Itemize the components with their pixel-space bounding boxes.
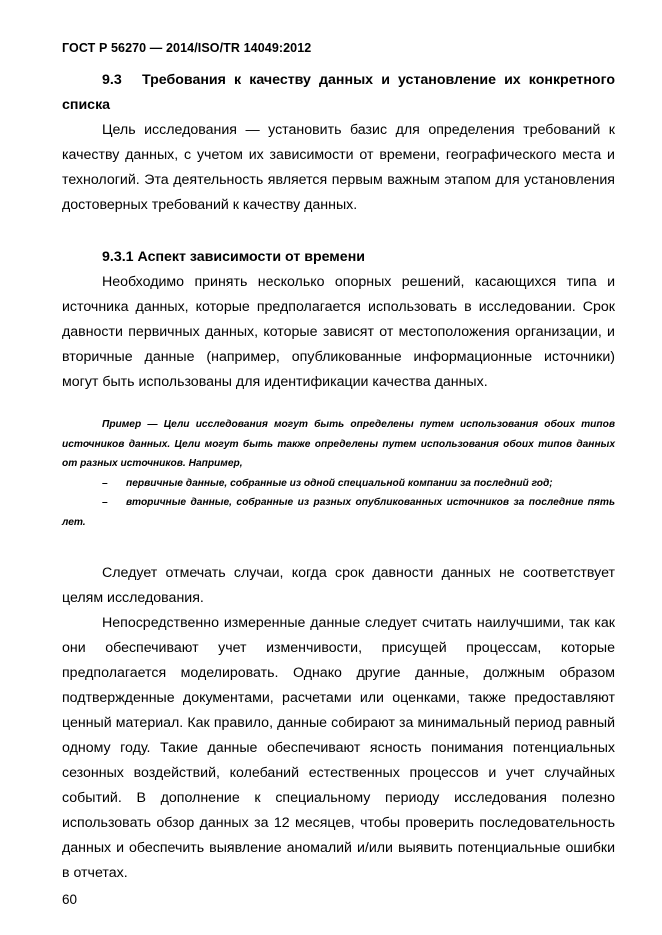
section-paragraph: Цель исследования — установить базис для определения требований к качеству данных, с учетом их зависимости от времени, географического места и технологий. Эта деятельность является первым важным этапом для установления достоверных требований к качеству данных. (62, 122, 615, 213)
subsection-title: Аспект зависимости от времени (137, 249, 365, 265)
standard-header: ГОСТ Р 56270 — 2014/ISO/TR 14049:2012 (62, 41, 312, 55)
page-number: 60 (62, 892, 78, 907)
dash-marker: – (102, 497, 108, 509)
section-heading (62, 68, 615, 118)
example-intro: Пример — Цели исследования могут быть определены путем использования обоих типов источников данных. Цели могут быть также определены путем использования обоих типов данных от разных источников. Например, (62, 419, 615, 470)
example-item-text: первичные данные, собранные из одной специальной компании за последний год; (126, 477, 553, 489)
dash-marker: – (102, 477, 108, 489)
example-block (62, 415, 615, 533)
section-number: 9.3 (102, 72, 122, 88)
example-item (62, 474, 615, 494)
body-paragraph: Непосредственно измеренные данные следует считать наилучшими, так как они обеспечивают учет изменчивости, присущей процессам, которые предполагается моделировать. Однако другие данные, должным образом подтвержденные документами, расчетами или оценками, также предоставляют ценный материал. Как правило, данные собирают за минимальный период равный одному году. Такие данные обеспечивают ясность понимания потенциальных сезонных воздействий, колебаний естественных процессов и учет случайных событий. В дополнение к специальному периоду исследования полезно использовать обзор данных за 12 месяцев, чтобы проверить последовательность данных и обеспечить выявление аномалий и/или выявить потенциальные ошибки в отчетах. (62, 614, 615, 881)
subsection-heading (62, 245, 615, 270)
body-paragraph: Следует отмечать случаи, когда срок давности данных не соответствует целям исследования. (62, 564, 615, 606)
example-item (62, 493, 615, 532)
subsection-paragraph: Необходимо принять несколько опорных решений, касающихся типа и источника данных, которые предполагается использовать в исследовании. Срок давности первичных данных, которые зависят от местоположения организации, и вторичные данные (например, опубликованные информационные источники) могут быть использованы для идентификации качества данных. (62, 274, 615, 390)
subsection-number: 9.3.1 (102, 249, 134, 265)
example-item-text: вторичные данные, собранные из разных опубликованных источников за последние пять лет. (62, 497, 615, 528)
page-content (62, 68, 615, 886)
section-title: Требования к качеству данных и установление их конкретного списка (62, 72, 615, 113)
